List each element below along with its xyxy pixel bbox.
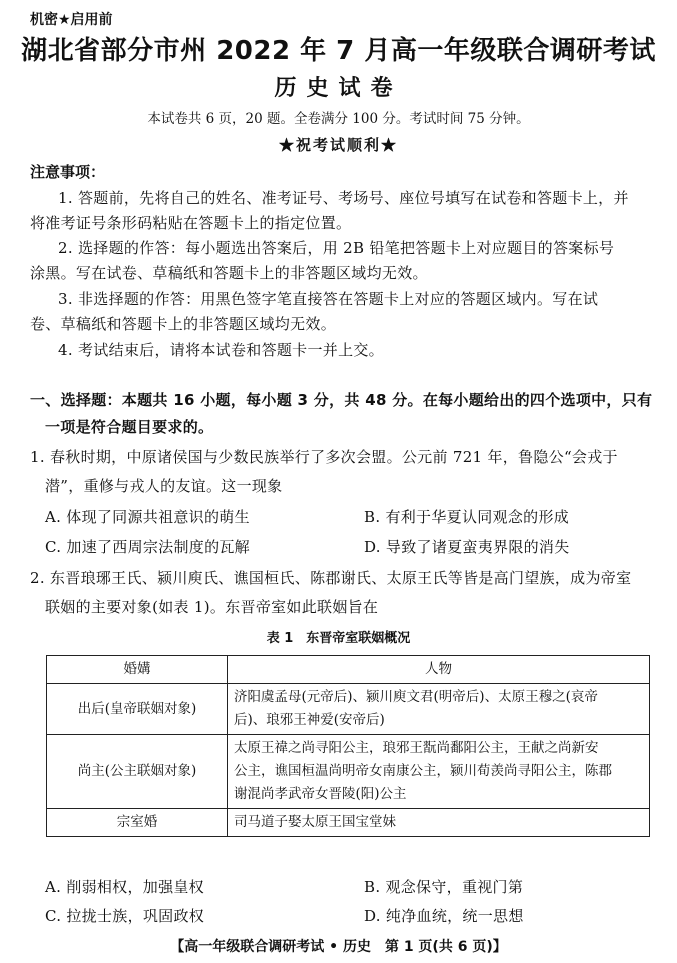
page-footer: 【高一年级联合调研考试 • 历史 第 1 页(共 6 页)】 [170,939,507,955]
note-line: 3. 非选择题的作答：用黑色签字笔直接答在答题卡上对应的答题区域内。写在试 [58,290,599,308]
cell-line: 后)、琅邪王神爱(安帝后) [234,712,385,728]
table-cell-type: 宗室婚 [47,809,228,837]
section-heading: 一、选择题：本题共 16 小题，每小题 3 分，共 48 分。在每小题给出的四个选项中，只有 [30,391,653,409]
note-line: 2. 选择题的作答：每小题选出答案后，用 2B 铅笔把答题卡上对应题目的答案标号 [58,239,615,257]
table-header-row [47,656,650,684]
confidential-label: 机密★启用前 [30,12,113,28]
cell-line: 济阳虞孟母(元帝后)、颍川庾文君(明帝后)、太原王穆之(哀帝 [234,689,598,705]
q1-option-c: C. 加速了西周宗法制度的瓦解 [45,538,250,556]
table-row [47,684,650,735]
question-1-stem-cont: 潜”，重修与戎人的友谊。这一现象 [45,477,283,495]
q2-option-a: A. 削弱相权，加强皇权 [45,878,204,896]
good-luck-line: ★祝考试顺利★ [278,136,398,154]
q1-option-b: B. 有利于华夏认同观念的形成 [364,508,570,526]
table-cell-people [228,735,650,809]
table-cell-people [228,684,650,735]
question-1-stem: 1. 春秋时期，中原诸侯国与少数民族举行了多次会盟。公元前 721 年，鲁隐公“会戎于 [30,448,618,466]
table-row [47,735,650,809]
note-line: 4. 考试结束后，请将本试卷和答题卡一并上交。 [58,341,384,359]
table-cell-people [228,809,650,837]
cell-line: 太原王禕之尚寻阳公主，琅邪王翫尚鄱阳公主，王献之尚新安 [234,740,599,756]
q2-option-c: C. 拉拢士族，巩固政权 [45,907,205,925]
q1-option-d: D. 导致了诸夏蛮夷界限的消失 [364,538,570,556]
table-cell-type: 出后(皇帝联姻对象) [47,684,228,735]
table-header-cell: 人物 [228,656,650,684]
cell-line: 司马道子娶太原王国宝堂妹 [234,814,396,830]
q2-option-b: B. 观念保守，重视门第 [364,878,524,896]
cell-line: 谢混尚孝武帝女晋陵(阳)公主 [234,786,407,802]
q1-option-a: A. 体现了同源共祖意识的萌生 [45,508,250,526]
table-caption: 表 1 东晋帝室联姻概况 [266,631,411,646]
exam-title: 湖北省部分市州 2022 年 7 月高一年级联合调研考试 [21,36,656,66]
q2-option-d: D. 纯净血统，统一思想 [364,907,524,925]
note-line: 涂黑。写在试卷、草稿纸和答题卡上的非答题区域均无效。 [30,264,428,282]
section-heading-cont: 一项是符合题目要求的。 [45,418,214,436]
question-2-stem-cont: 联姻的主要对象(如表 1)。东晋帝室如此联姻旨在 [45,598,379,616]
notes-heading: 注意事项： [30,163,106,181]
note-line: 卷、草稿纸和答题卡上的非答题区域均无效。 [30,315,337,333]
note-line: 1. 答题前，先将自己的姓名、准考证号、考场号、座位号填写在试卷和答题卡上，并 [58,189,629,207]
table-cell-type: 尚主(公主联姻对象) [47,735,228,809]
note-line: 将准考证号条形码粘贴在答题卡上的指定位置。 [30,214,352,232]
table-header-cell: 婚媾 [47,656,228,684]
marriage-table [46,655,650,837]
table-row [47,809,650,837]
cell-line: 公主，谯国桓温尚明帝女南康公主，颍川荀羡尚寻阳公主，陈郡 [234,763,612,779]
exam-info: 本试卷共 6 页，20 题。全卷满分 100 分。考试时间 75 分钟。 [147,111,530,127]
question-2-stem: 2. 东晋琅琊王氏、颍川庾氏、谯国桓氏、陈郡谢氏、太原王氏等皆是高门望族，成为帝室 [30,569,632,587]
subject-title: 历史试卷 [274,76,403,101]
